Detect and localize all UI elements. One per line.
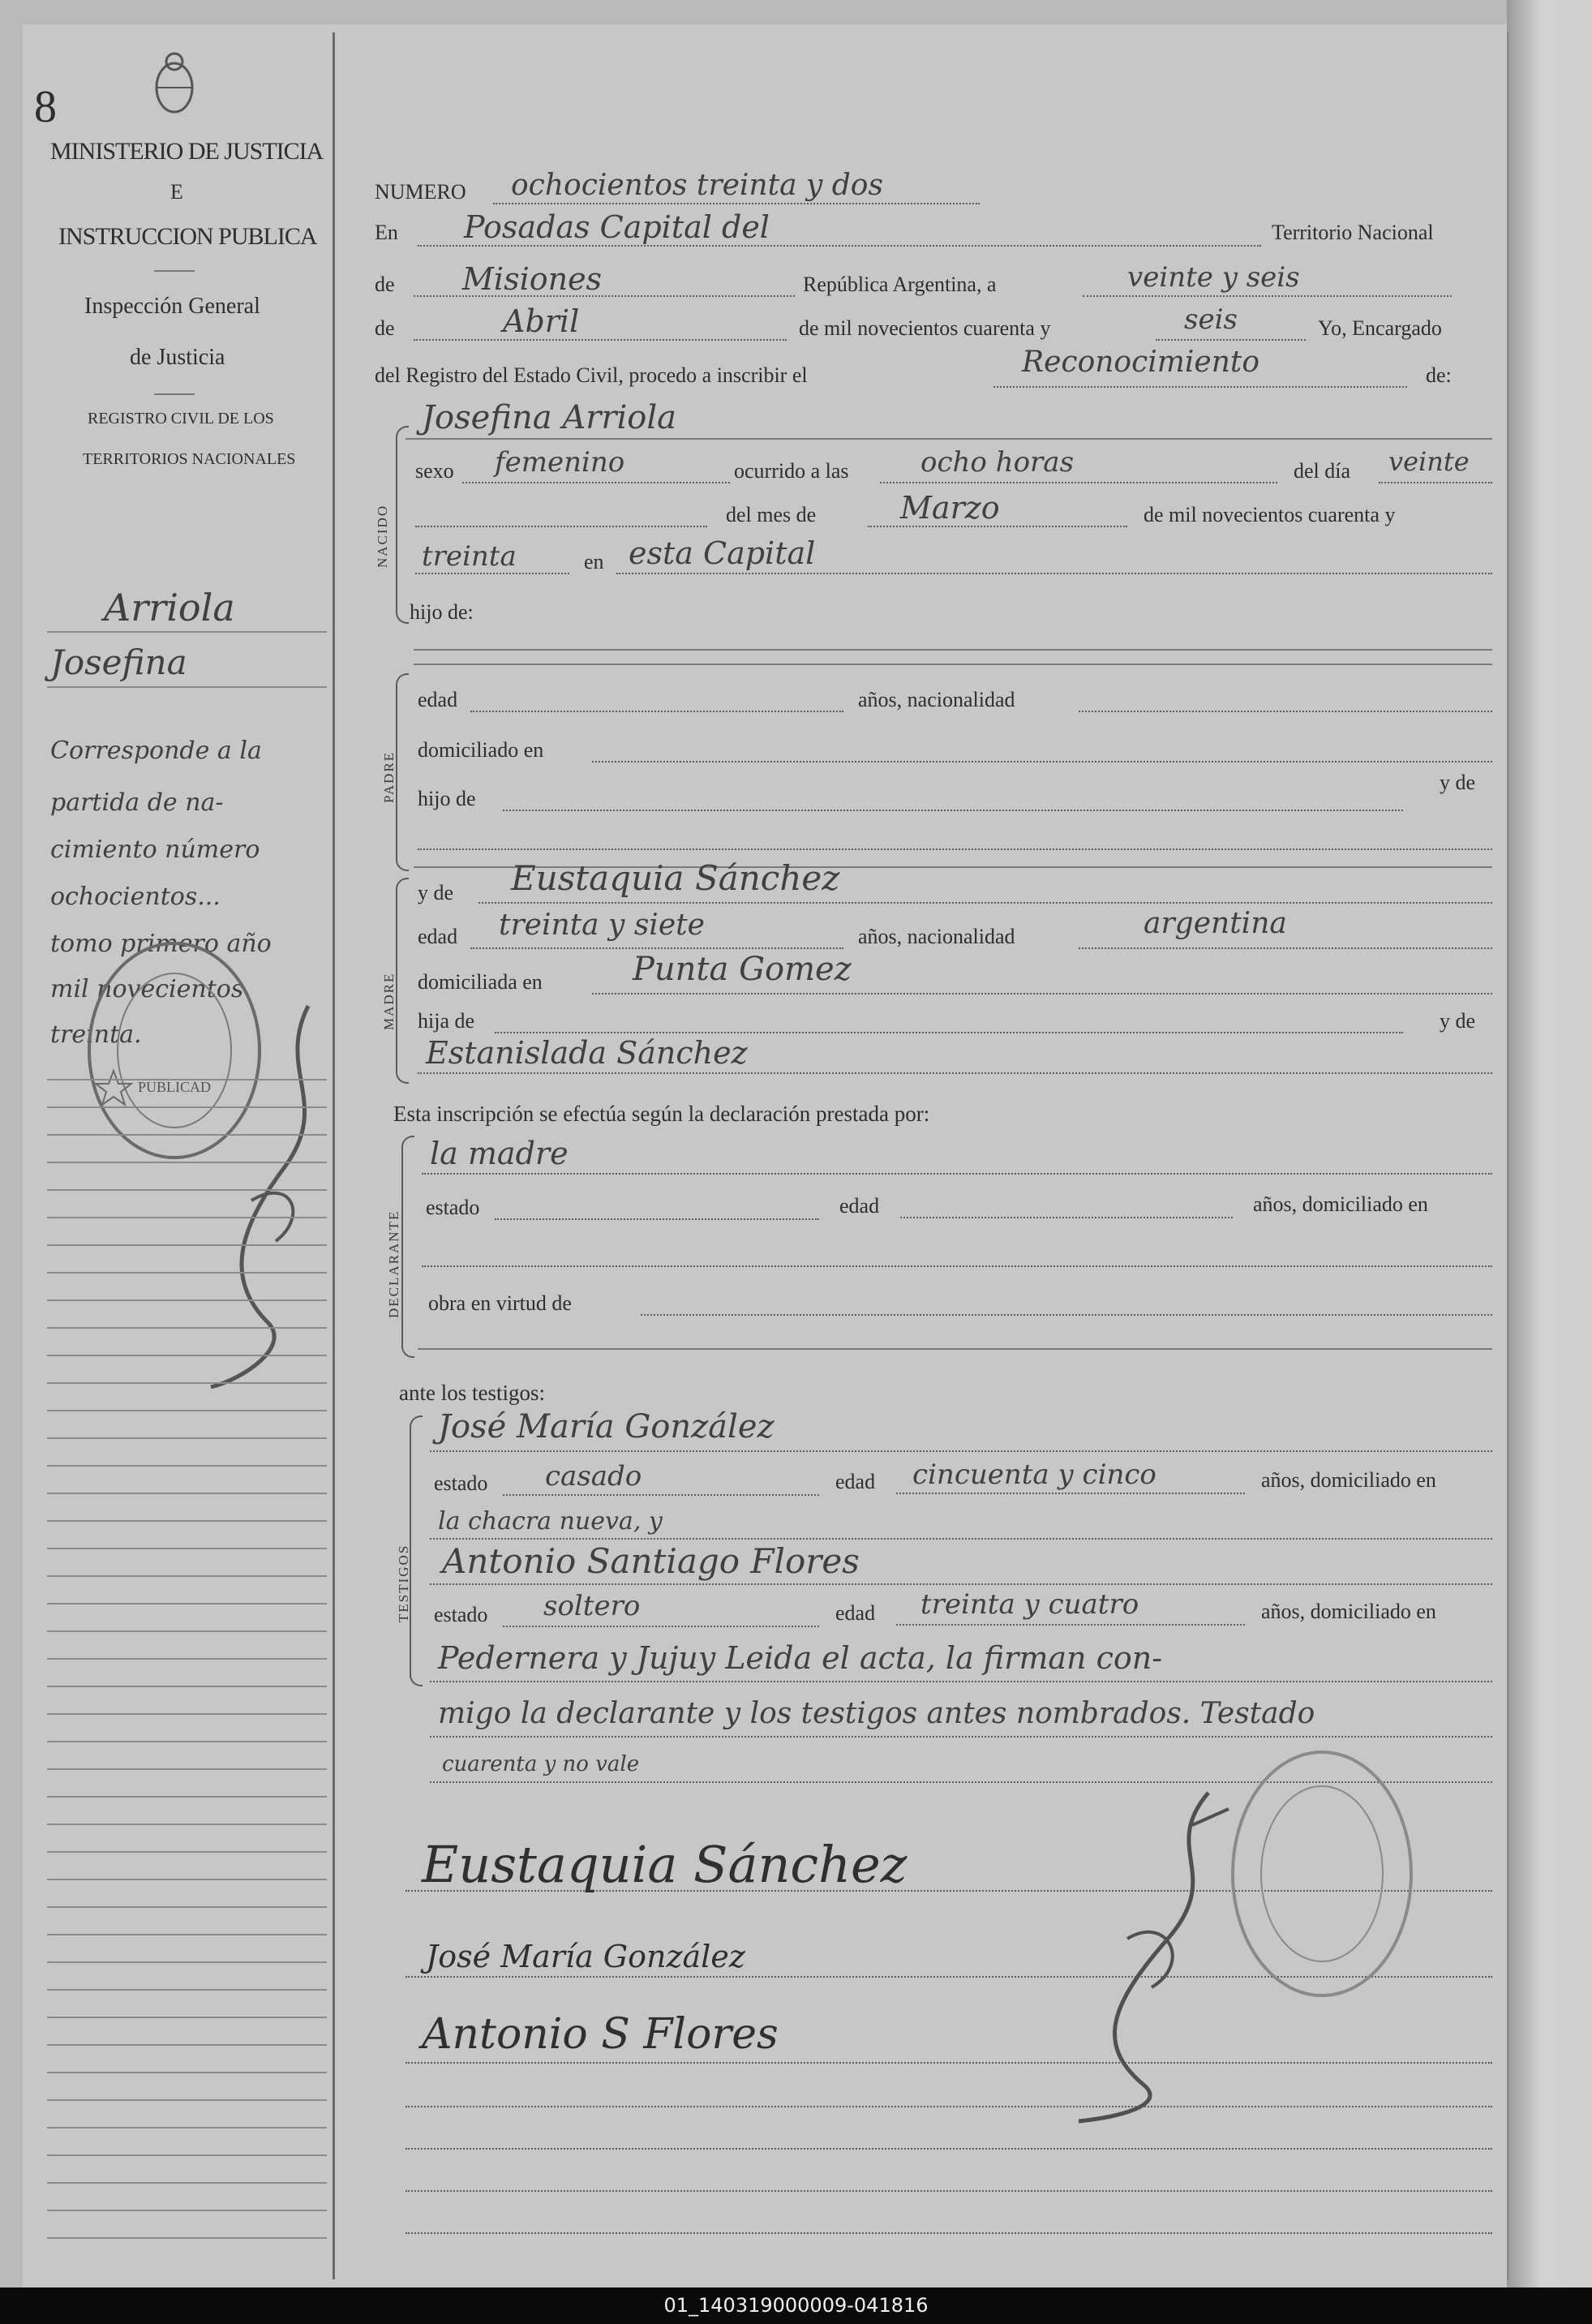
edad-label: edad — [835, 1601, 876, 1625]
madre-parent: Estanislada Sánchez — [426, 1035, 748, 1071]
margin-rule — [47, 1327, 327, 1329]
dia-label: del día — [1294, 459, 1351, 483]
margin-rule — [47, 1879, 327, 1880]
madre-edad: treinta y siete — [499, 909, 705, 942]
lugar-label: en — [584, 550, 604, 573]
margin-rule — [47, 2072, 327, 2073]
dotted-line — [418, 848, 1492, 850]
margin-rule — [47, 2182, 327, 2184]
dotted-line — [493, 203, 980, 204]
dotted-line — [993, 386, 1407, 388]
right-edge-line — [1507, 32, 1509, 2279]
margin-rule — [47, 1217, 327, 1218]
margin-rule — [47, 1299, 327, 1301]
margin-rule — [47, 1189, 327, 1191]
madre-name: Eustaquia Sánchez — [511, 858, 840, 898]
dotted-line — [880, 482, 1277, 483]
domicilio-label: domiciliada en — [418, 970, 543, 994]
numero-value: ochocientos treinta y dos — [511, 169, 883, 202]
signature-testigo1: José María González — [426, 1939, 745, 1974]
form-rule — [406, 438, 1492, 440]
edad-label: edad — [418, 688, 458, 711]
nacido-brace — [396, 426, 409, 624]
margin-surname: Arriola — [104, 586, 235, 629]
dotted-line — [415, 526, 707, 527]
margin-rule — [47, 1106, 327, 1108]
numero-label: NUMERO — [375, 180, 466, 204]
dotted-line — [1156, 339, 1306, 341]
testigo2-domicilio: Pedernera y Jujuy Leida el acta, la firman con- — [438, 1640, 1163, 1676]
margin-rule — [47, 2154, 327, 2156]
en-value: Posadas Capital del — [464, 209, 770, 245]
edad-label: edad — [418, 925, 458, 948]
margin-rule — [47, 1493, 327, 1494]
dotted-line — [641, 1314, 1492, 1316]
edad-label: edad — [839, 1194, 880, 1218]
encargado-label: Yo, Encargado — [1318, 316, 1442, 340]
padre-brace — [396, 673, 409, 871]
territorio-label: Territorio Nacional — [1272, 221, 1434, 244]
margin-rule — [47, 2127, 327, 2129]
ministry-title-line1: MINISTERIO DE JUSTICIA — [50, 138, 324, 165]
testigo2-name: Antonio Santiago Flores — [442, 1541, 860, 1581]
republica-label: República Argentina, a — [803, 273, 997, 296]
declarante-intro: Esta inscripción se efectúa según la declaración prestada por: — [393, 1102, 930, 1126]
registro-label: del Registro del Estado Civil, procedo a inscribir el — [375, 363, 808, 387]
de-colon-label: de: — [1426, 363, 1452, 387]
dotted-line — [592, 761, 1492, 762]
closing-line: migo la declarante y los testigos antes nombrados. Testado — [438, 1697, 1315, 1730]
hora-value: ocho horas — [920, 446, 1075, 479]
margin-rule — [47, 1244, 327, 1246]
testigo1-name: José María González — [438, 1408, 775, 1446]
margin-note-line: mil novecientos — [50, 975, 244, 1003]
anio-label: de mil novecientos cuarenta y — [1144, 503, 1396, 526]
inspection-line2: de Justicia — [130, 345, 225, 370]
margin-note-line: Corresponde a la — [50, 737, 262, 765]
margin-rule — [47, 2237, 327, 2239]
margin-note-line: partida de na- — [50, 788, 224, 817]
dotted-line — [478, 902, 1492, 904]
ocurrido-label: ocurrido a las — [734, 459, 849, 483]
hijo-label: hijo de: — [410, 600, 474, 624]
signature-line — [406, 2062, 1492, 2064]
margin-rule — [47, 2210, 327, 2211]
madre-domicilio: Punta Gomez — [633, 951, 852, 988]
y-de-label: y de — [1440, 771, 1476, 794]
hija-de-label: hija de — [418, 1009, 475, 1033]
margin-rule — [47, 1162, 327, 1163]
estado-label: estado — [426, 1196, 480, 1219]
ministry-title-line3: INSTRUCCION PUBLICA — [58, 223, 317, 250]
day-value: veinte y seis — [1127, 261, 1300, 294]
registro-value: Reconocimiento — [1022, 346, 1260, 379]
margin-note-line: cimiento número — [50, 836, 260, 864]
anos-label: años, domiciliado en — [1253, 1192, 1428, 1216]
dotted-line — [1079, 947, 1492, 949]
margin-rule — [47, 686, 327, 688]
margin-rule — [47, 2099, 327, 2101]
signature-testigo2: Antonio S Flores — [422, 2010, 779, 2059]
dotted-line — [422, 1173, 1492, 1175]
margin-signature-mark — [178, 973, 365, 1398]
testigo1-edad: cincuenta y cinco — [912, 1458, 1156, 1491]
dotted-line — [430, 1681, 1492, 1682]
declarante-label: DECLARANTE — [386, 1209, 401, 1318]
dotted-line — [896, 1624, 1245, 1626]
signature-declarante: Eustaquia Sánchez — [422, 1835, 908, 1894]
margin-rule — [47, 631, 327, 633]
stamp-text: PUBLICAD — [138, 1079, 212, 1095]
margin-rule — [47, 1796, 327, 1798]
testigo1-domicilio: la chacra nueva, y — [438, 1507, 663, 1536]
anio-value: treinta — [422, 540, 517, 573]
padre-label: PADRE — [381, 750, 397, 803]
dotted-line — [1379, 482, 1492, 483]
edad-label: edad — [835, 1470, 876, 1493]
margin-rule — [47, 1134, 327, 1136]
registry-line2: TERRITORIOS NACIONALES — [83, 450, 296, 468]
sexo-label: sexo — [415, 459, 454, 483]
testigos-intro: ante los testigos: — [399, 1381, 545, 1405]
madre-brace — [396, 878, 409, 1084]
margin-rule — [47, 1851, 327, 1853]
divider — [154, 393, 195, 395]
margin-rule — [47, 1079, 327, 1080]
image-id-footer: 01_140319000009-041816 — [0, 2287, 1592, 2324]
margin-rule — [47, 1934, 327, 1935]
anos-label: años, domiciliado en — [1261, 1600, 1436, 1623]
margin-rule — [47, 1437, 327, 1439]
dotted-line — [1079, 711, 1492, 712]
margin-rule — [47, 1410, 327, 1411]
margin-rule — [47, 1355, 327, 1356]
dotted-line — [430, 1583, 1492, 1585]
registry-line1: REGISTRO CIVIL DE LOS — [88, 410, 274, 427]
anos-label: años, nacionalidad — [858, 688, 1015, 711]
madre-label: MADRE — [381, 972, 397, 1030]
estado-label: estado — [434, 1471, 488, 1495]
obra-label: obra en virtud de — [428, 1291, 572, 1315]
de-label: de — [375, 316, 395, 340]
margin-rule — [47, 1989, 327, 1991]
ministry-title-line2: E — [170, 180, 183, 204]
dotted-line — [896, 1493, 1245, 1494]
child-name: Josefina Arriola — [422, 399, 676, 436]
margin-rule — [47, 1741, 327, 1742]
domicilio-label: domiciliado en — [418, 738, 544, 762]
dotted-line — [616, 573, 1492, 574]
margin-rule — [47, 1686, 327, 1687]
dotted-line — [470, 711, 843, 712]
margin-rule — [47, 2044, 327, 2046]
margin-rule — [47, 2017, 327, 2018]
testigo2-estado: soltero — [543, 1590, 641, 1622]
dotted-line — [470, 947, 843, 949]
province-value: Misiones — [462, 261, 603, 297]
margin-rule — [47, 1382, 327, 1384]
margin-rule — [47, 1658, 327, 1660]
dotted-line — [406, 2148, 1492, 2150]
dotted-line — [592, 993, 1492, 994]
dotted-line — [414, 339, 787, 341]
margin-note-line: treinta. — [50, 1020, 142, 1049]
inspection-line1: Inspección General — [84, 294, 260, 319]
form-rule — [418, 1348, 1492, 1350]
margin-rule — [47, 1824, 327, 1825]
margin-rule — [47, 1630, 327, 1632]
dotted-line — [406, 2106, 1492, 2107]
declarante-name: la madre — [430, 1136, 569, 1171]
margin-rule — [47, 1603, 327, 1604]
form-rule — [414, 649, 1492, 651]
year-label: de mil novecientos cuarenta y — [799, 316, 1051, 340]
dotted-line — [418, 245, 1261, 247]
national-shield-icon — [146, 47, 203, 123]
nacido-label: NACIDO — [375, 504, 390, 568]
de-label: de — [375, 273, 395, 296]
testigo1-estado: casado — [545, 1460, 642, 1493]
month-value: Abril — [503, 303, 580, 339]
margin-rule — [47, 1768, 327, 1770]
margin-given-name: Josefina — [50, 642, 187, 682]
dotted-line — [503, 1626, 819, 1627]
madre-nacionalidad: argentina — [1144, 907, 1287, 940]
dotted-line — [462, 482, 730, 483]
dotted-line — [900, 1217, 1233, 1218]
dotted-line — [406, 2232, 1492, 2234]
dotted-line — [495, 1032, 1403, 1033]
margin-rule — [47, 1548, 327, 1549]
mes-value: Marzo — [900, 490, 1000, 526]
testigos-label: TESTIGOS — [396, 1544, 411, 1622]
margin-rule — [47, 1961, 327, 1963]
dotted-line — [503, 1494, 819, 1496]
dotted-line — [430, 1538, 1492, 1540]
declarante-brace — [401, 1136, 414, 1358]
y-de-label: y de — [1440, 1009, 1476, 1033]
lugar-value: esta Capital — [629, 535, 816, 571]
sexo-value: femenino — [495, 446, 625, 479]
closing-line: cuarenta y no vale — [442, 1752, 640, 1776]
hijo-de-label: hijo de — [418, 787, 476, 810]
official-signature-mark — [1030, 1776, 1257, 2129]
anos-label: años, nacionalidad — [858, 925, 1015, 948]
anos-label: años, domiciliado en — [1261, 1468, 1436, 1492]
margin-rule — [47, 1520, 327, 1522]
margin-note-line: ochocientos... — [50, 883, 221, 911]
margin-rule — [47, 1272, 327, 1274]
dotted-line — [415, 573, 569, 574]
page-edge — [1507, 0, 1592, 2324]
form-rule — [414, 664, 1492, 665]
page-number: 8 — [34, 82, 57, 132]
dia-value: veinte — [1388, 446, 1470, 477]
margin-note-line: tomo primero año — [50, 930, 272, 958]
margin-rule — [47, 1713, 327, 1715]
dotted-line — [1083, 295, 1452, 297]
en-label: En — [375, 221, 398, 244]
dotted-line — [868, 526, 1127, 527]
estado-label: estado — [434, 1603, 488, 1626]
dotted-line — [406, 2190, 1492, 2192]
margin-rule — [47, 1575, 327, 1577]
testigo2-edad: treinta y cuatro — [920, 1588, 1139, 1621]
dotted-line — [418, 1072, 1492, 1074]
divider — [154, 270, 195, 272]
margin-rule — [47, 1465, 327, 1467]
dotted-line — [503, 810, 1403, 811]
dotted-line — [422, 1265, 1492, 1267]
y-de-label: y de — [418, 881, 454, 904]
dotted-line — [495, 1218, 819, 1220]
dotted-line — [430, 1450, 1492, 1452]
year-value: seis — [1184, 303, 1238, 336]
margin-rule — [47, 1906, 327, 1908]
mes-label: del mes de — [726, 503, 817, 526]
